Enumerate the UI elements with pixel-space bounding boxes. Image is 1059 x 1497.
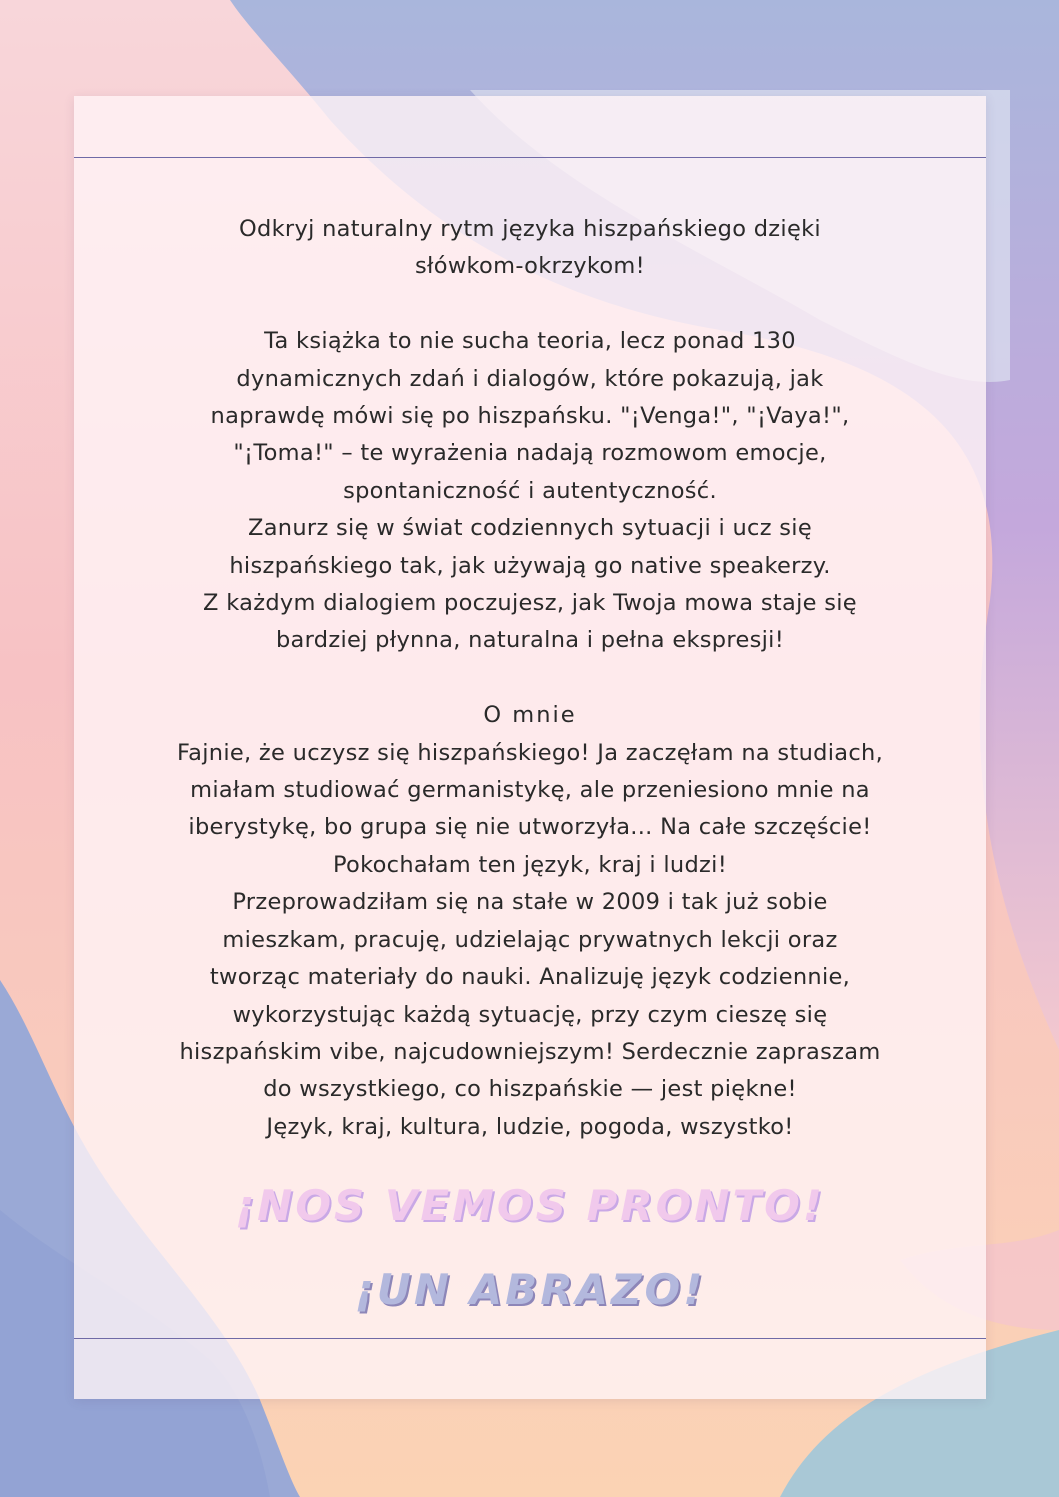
- text-block: [104, 211, 956, 1146]
- book-description-line: Z każdym dialogiem poczujesz, jak Twoja mowa staje się: [203, 590, 857, 617]
- about-me-heading: O mnie: [483, 702, 577, 729]
- paragraph-gap: [104, 660, 956, 697]
- about-me-line: do wszystkiego, co hiszpańskie — jest piękne!: [263, 1076, 797, 1103]
- about-me-line: tworząc materiały do nauki. Analizuję język codziennie,: [209, 964, 851, 991]
- about-me-line: Przeprowadziłam się na stałe w 2009 i tak już sobie: [232, 889, 828, 916]
- about-me-line: Pokochałam ten język, kraj i ludzi!: [332, 851, 728, 878]
- about-me-line: miałam studiować germanistykę, ale przeniesiono mnie na: [190, 777, 870, 804]
- intro-line: słówkom-okrzykom!: [415, 253, 645, 280]
- book-description-line: hiszpańskiego tak, jak używają go native speakerzy.: [229, 552, 831, 579]
- top-divider: [74, 157, 986, 158]
- book-description-line: dynamicznych zdań i dialogów, które pokazują, jak: [236, 365, 824, 392]
- closing-nos-vemos-pronto: ¡NOS VEMOS PRONTO!: [235, 1181, 825, 1230]
- about-me-line: mieszkam, pracuję, udzielając prywatnych lekcji oraz: [222, 926, 838, 953]
- about-me-line: iberystykę, bo grupa się nie utworzyła... Na całe szczęście!: [188, 814, 872, 841]
- intro-line: Odkryj naturalny rytm języka hiszpańskiego dzięki: [239, 216, 821, 242]
- book-description-line: Ta książka to nie sucha teoria, lecz ponad 130: [264, 328, 796, 355]
- book-description-line: naprawdę mówi się po hiszpańsku. "¡Venga!", "¡Vaya!",: [210, 403, 850, 430]
- closing-un-abrazo: ¡UN ABRAZO!: [354, 1265, 706, 1314]
- bottom-divider: [74, 1338, 986, 1339]
- content-card: [74, 96, 986, 1399]
- about-me-line: wykorzystując każdą sytuację, przy czym cieszę się: [232, 1001, 828, 1028]
- paragraph-gap: [104, 286, 956, 323]
- book-description-line: "¡Toma!" – te wyrażenia nadają rozmowom emocje,: [233, 440, 827, 467]
- book-description-line: bardziej płynna, naturalna i pełna ekspresji!: [275, 627, 785, 654]
- about-me-line: hiszpańskim vibe, najcudowniejszym! Serdecznie zapraszam: [179, 1038, 881, 1065]
- about-me-line: Język, kraj, kultura, ludzie, pogoda, wszystko!: [266, 1113, 794, 1140]
- about-me-line: Fajnie, że uczysz się hiszpańskiego! Ja zaczęłam na studiach,: [176, 739, 884, 766]
- book-description-line: Zanurz się w świat codziennych sytuacji i ucz się: [248, 515, 812, 542]
- book-description-line: spontaniczność i autentyczność.: [343, 477, 717, 504]
